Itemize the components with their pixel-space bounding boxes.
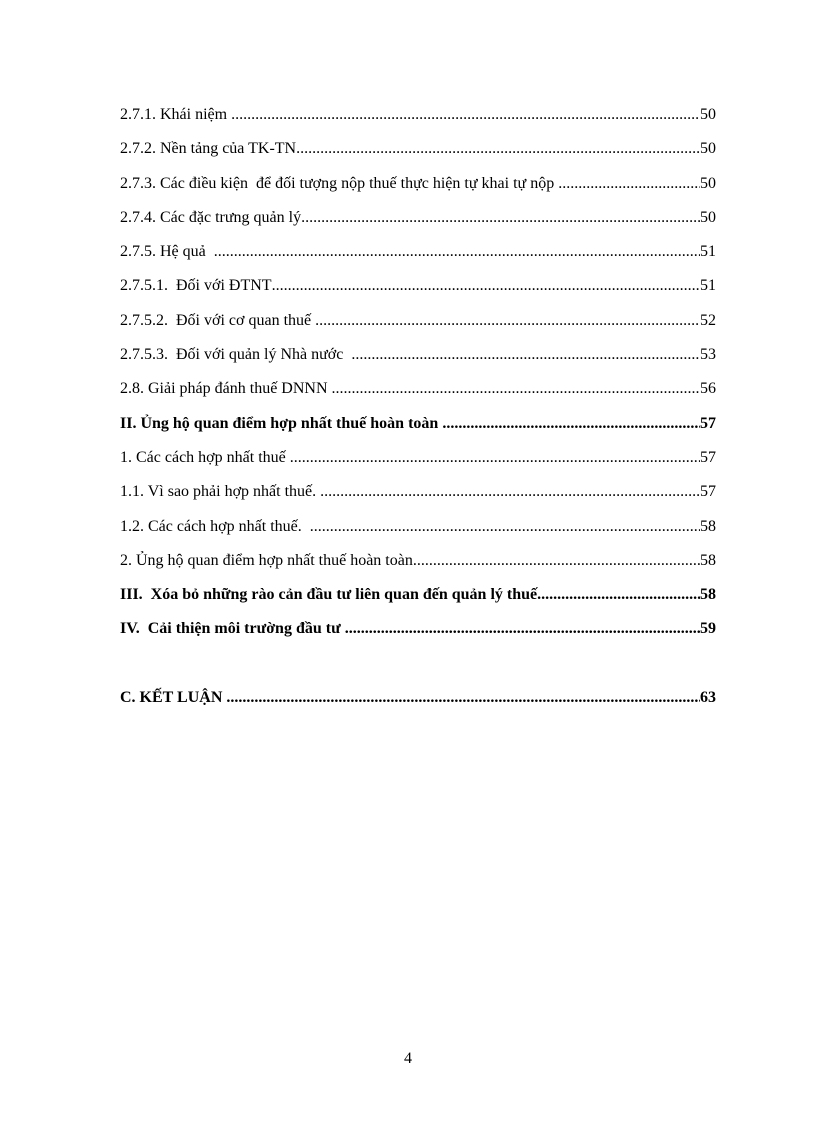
toc-entry <box>120 441 716 475</box>
toc-entry <box>120 201 716 235</box>
toc-section-heading <box>120 407 716 441</box>
toc-entry-page: 57 <box>700 414 716 432</box>
toc-leader-dots <box>351 338 700 372</box>
toc-leader-dots <box>296 132 700 166</box>
toc-entry-label: III. Xóa bỏ những rào cản đầu tư liên quan đến quản lý thuế <box>120 586 538 604</box>
toc-entry-label: 2. Ủng hộ quan điểm hợp nhất thuế hoàn toàn <box>120 551 413 569</box>
toc-leader-dots <box>226 681 700 715</box>
toc-entry <box>120 372 716 406</box>
toc-entry-page: 58 <box>700 586 716 604</box>
toc-entry-label: 1. Các cách hợp nhất thuế <box>120 448 290 466</box>
toc-leader-dots <box>332 372 700 406</box>
toc-section-heading <box>120 578 716 612</box>
toc-entry <box>120 269 716 303</box>
toc-entry <box>120 304 716 338</box>
toc-leader-dots <box>345 612 700 646</box>
toc-leader-dots <box>558 167 700 201</box>
toc-entry-label: 2.7.1. Khái niệm <box>120 106 232 123</box>
toc-entry-label: 1.1. Vì sao phải hợp nhất thuế. <box>120 483 321 501</box>
toc-entry-label: IV. Cải thiện môi trường đầu tư <box>120 620 345 638</box>
toc-entry <box>120 544 716 578</box>
toc-entry <box>120 235 716 269</box>
toc-entry-label: 2.7.4. Các đặc trưng quản lý <box>120 208 302 226</box>
toc-entry-page: 50 <box>700 208 716 226</box>
toc-entry-label: 2.7.5.3. Đối với quản lý Nhà nước <box>120 346 352 364</box>
toc-leader-dots <box>290 441 700 475</box>
toc-entry-label: 2.7.3. Các điều kiện để đối tượng nộp thuế thực hiện tự khai tự nộp <box>120 174 559 192</box>
toc-entry <box>120 475 716 509</box>
toc-section-heading <box>120 612 716 646</box>
toc-leader-dots <box>272 269 700 303</box>
toc-leader-dots <box>315 304 700 338</box>
toc-entry-page: 56 <box>700 380 716 398</box>
toc-entry-label: 2.7.5.1. Đối với ĐTNT <box>120 277 272 295</box>
toc-entry <box>120 510 716 544</box>
toc-entry <box>120 167 716 201</box>
toc-entry-page: 53 <box>700 346 716 364</box>
toc-entry-page: 59 <box>700 620 716 638</box>
toc-entry-page: 58 <box>700 517 716 535</box>
toc-entry <box>120 338 716 372</box>
toc-entry-page: 50 <box>700 106 716 123</box>
toc-entry-page: 57 <box>700 483 716 501</box>
table-of-contents <box>120 98 716 715</box>
toc-leader-dots <box>413 544 700 578</box>
toc-entry-page: 51 <box>700 277 716 295</box>
toc-entry-label: 2.7.2. Nền tảng của TK-TN <box>120 140 297 158</box>
toc-entry <box>120 132 716 166</box>
toc-entry-page: 50 <box>700 174 716 192</box>
toc-entry-label: C. KẾT LUẬN <box>120 688 227 706</box>
toc-entry-page: 51 <box>700 243 716 261</box>
toc-entry-label: 1.2. Các cách hợp nhất thuế. <box>120 517 310 535</box>
toc-entry-page: 50 <box>700 140 716 158</box>
toc-entry-page: 63 <box>700 688 716 706</box>
toc-leader-dots <box>231 98 700 132</box>
toc-entry <box>120 98 716 132</box>
toc-leader-dots <box>214 235 700 269</box>
toc-leader-dots <box>442 407 700 441</box>
toc-entry-label: 2.7.5. Hệ quả <box>120 243 214 261</box>
toc-entry-page: 52 <box>700 311 716 329</box>
toc-chapter-heading <box>120 681 716 715</box>
toc-leader-dots <box>537 578 700 612</box>
toc-leader-dots <box>301 201 700 235</box>
page-number: 4 <box>404 1050 412 1067</box>
toc-entry-page: 58 <box>700 551 716 569</box>
toc-entry-label: 2.7.5.2. Đối với cơ quan thuế <box>120 311 316 329</box>
toc-entry-label: 2.8. Giải pháp đánh thuế DNNN <box>120 380 332 398</box>
toc-leader-dots <box>310 510 700 544</box>
toc-leader-dots <box>320 475 700 509</box>
toc-entry-label: II. Ủng hộ quan điểm hợp nhất thuế hoàn toàn <box>120 414 443 432</box>
toc-entry-page: 57 <box>700 448 716 466</box>
